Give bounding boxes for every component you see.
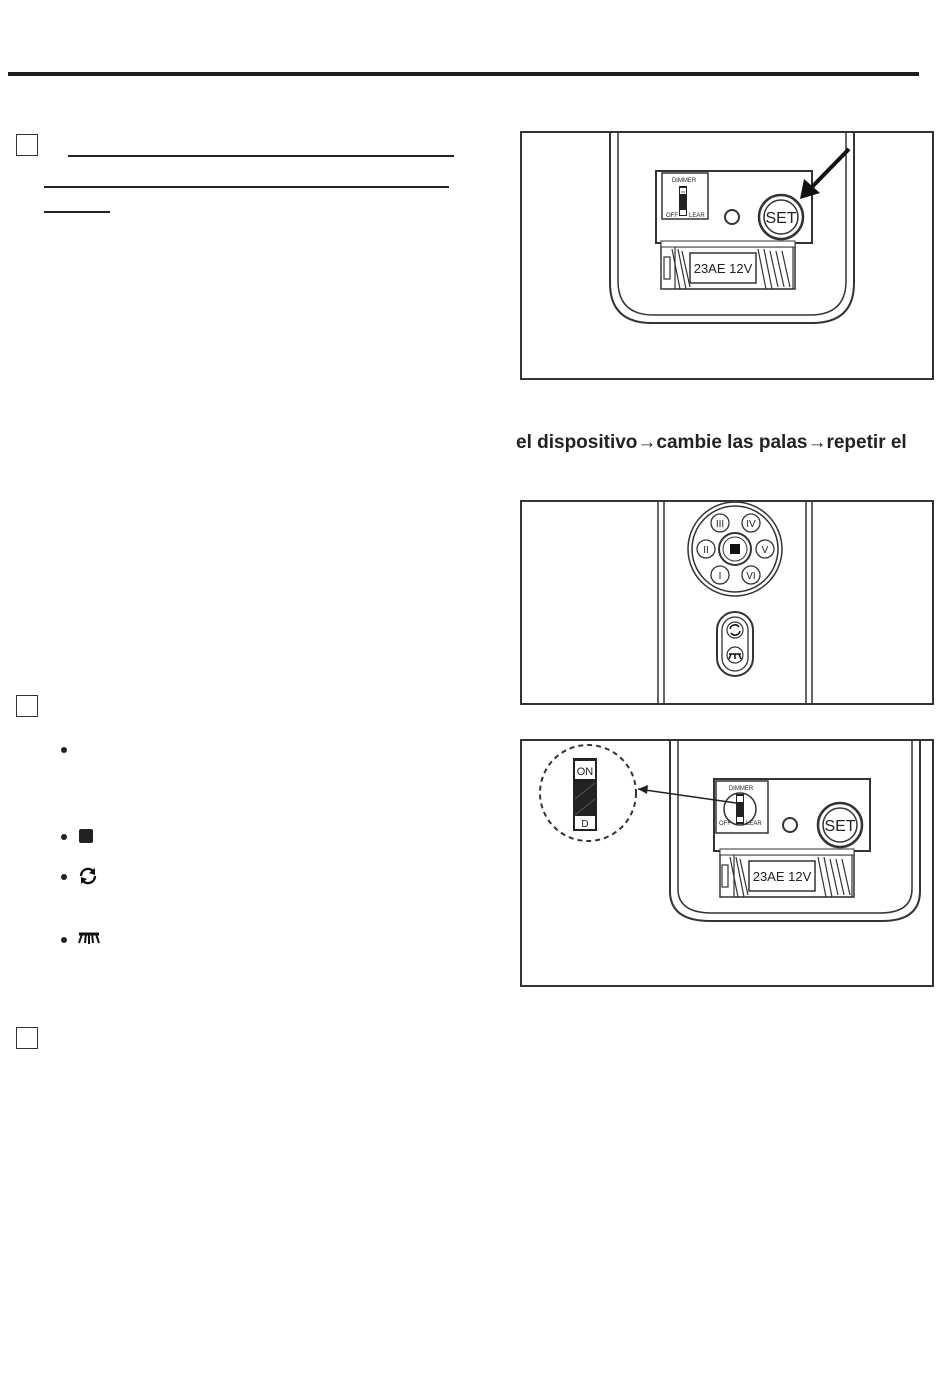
speed-button-6 <box>742 566 760 584</box>
zoom-on-label: ON <box>576 766 594 778</box>
set-button-label: SET <box>765 210 797 227</box>
zoom-off-label: D <box>581 819 589 830</box>
figure-receiver-dimmer-zoom <box>520 739 934 987</box>
svg-text:VI: VI <box>746 571 756 582</box>
battery-label: 23AE 12V <box>693 261 753 276</box>
pointer-arrow-icon <box>800 149 849 199</box>
reverse-arrows-icon <box>78 866 98 886</box>
figure-remote-speed-buttons <box>520 500 934 705</box>
stop-square-icon <box>730 544 740 554</box>
stop-square-icon <box>79 829 93 843</box>
svg-text:III: III <box>715 519 725 530</box>
speed-button-1 <box>711 566 729 584</box>
speed-button-3 <box>711 514 729 532</box>
step-1-heading-line-1 <box>68 155 454 157</box>
reverse-button <box>727 622 743 638</box>
speed-button-4 <box>742 514 760 532</box>
bullet-reverse <box>61 874 67 880</box>
step-1-heading-line-2 <box>44 186 449 188</box>
blade-swap-caption: el dispositivo→cambie las palas→repetir el <box>516 432 907 453</box>
ceiling-light-icon <box>77 930 101 946</box>
figure-receiver-set-button <box>520 131 934 380</box>
stop-button <box>719 533 751 565</box>
dimmer-switch-clear-label: LEAR <box>746 821 762 827</box>
bullet-stop <box>61 834 67 840</box>
dimmer-switch-title: DIMMER <box>728 786 754 792</box>
dimmer-switch-off-label: OFF <box>719 821 731 827</box>
step-1-heading-line-3 <box>44 211 110 213</box>
step-3-checkbox <box>16 1027 38 1049</box>
bullet-light <box>61 937 67 943</box>
step-1-checkbox <box>16 134 38 156</box>
dimmer-switch-clear-label: LEAR <box>689 213 705 219</box>
callout-arrow-icon <box>638 785 648 794</box>
bullet-1 <box>61 747 67 753</box>
svg-text:IV: IV <box>746 519 756 530</box>
battery-label: 23AE 12V <box>752 869 812 884</box>
svg-text:I: I <box>718 571 722 582</box>
dimmer-switch-off-label: OFF <box>666 213 678 219</box>
set-button <box>818 803 862 847</box>
svg-text:V: V <box>761 545 769 556</box>
dimmer-zoom-callout <box>540 745 636 841</box>
dimmer-switch-on-mark: ON <box>680 190 686 194</box>
set-button-label: SET <box>824 818 856 835</box>
light-button <box>727 647 743 663</box>
step-2-checkbox <box>16 695 38 717</box>
svg-text:II: II <box>703 545 709 556</box>
header-rule <box>8 72 919 76</box>
set-button <box>759 195 803 239</box>
dimmer-switch-title: DIMMER <box>671 178 697 184</box>
speed-button-2 <box>697 540 715 558</box>
speed-button-5 <box>756 540 774 558</box>
